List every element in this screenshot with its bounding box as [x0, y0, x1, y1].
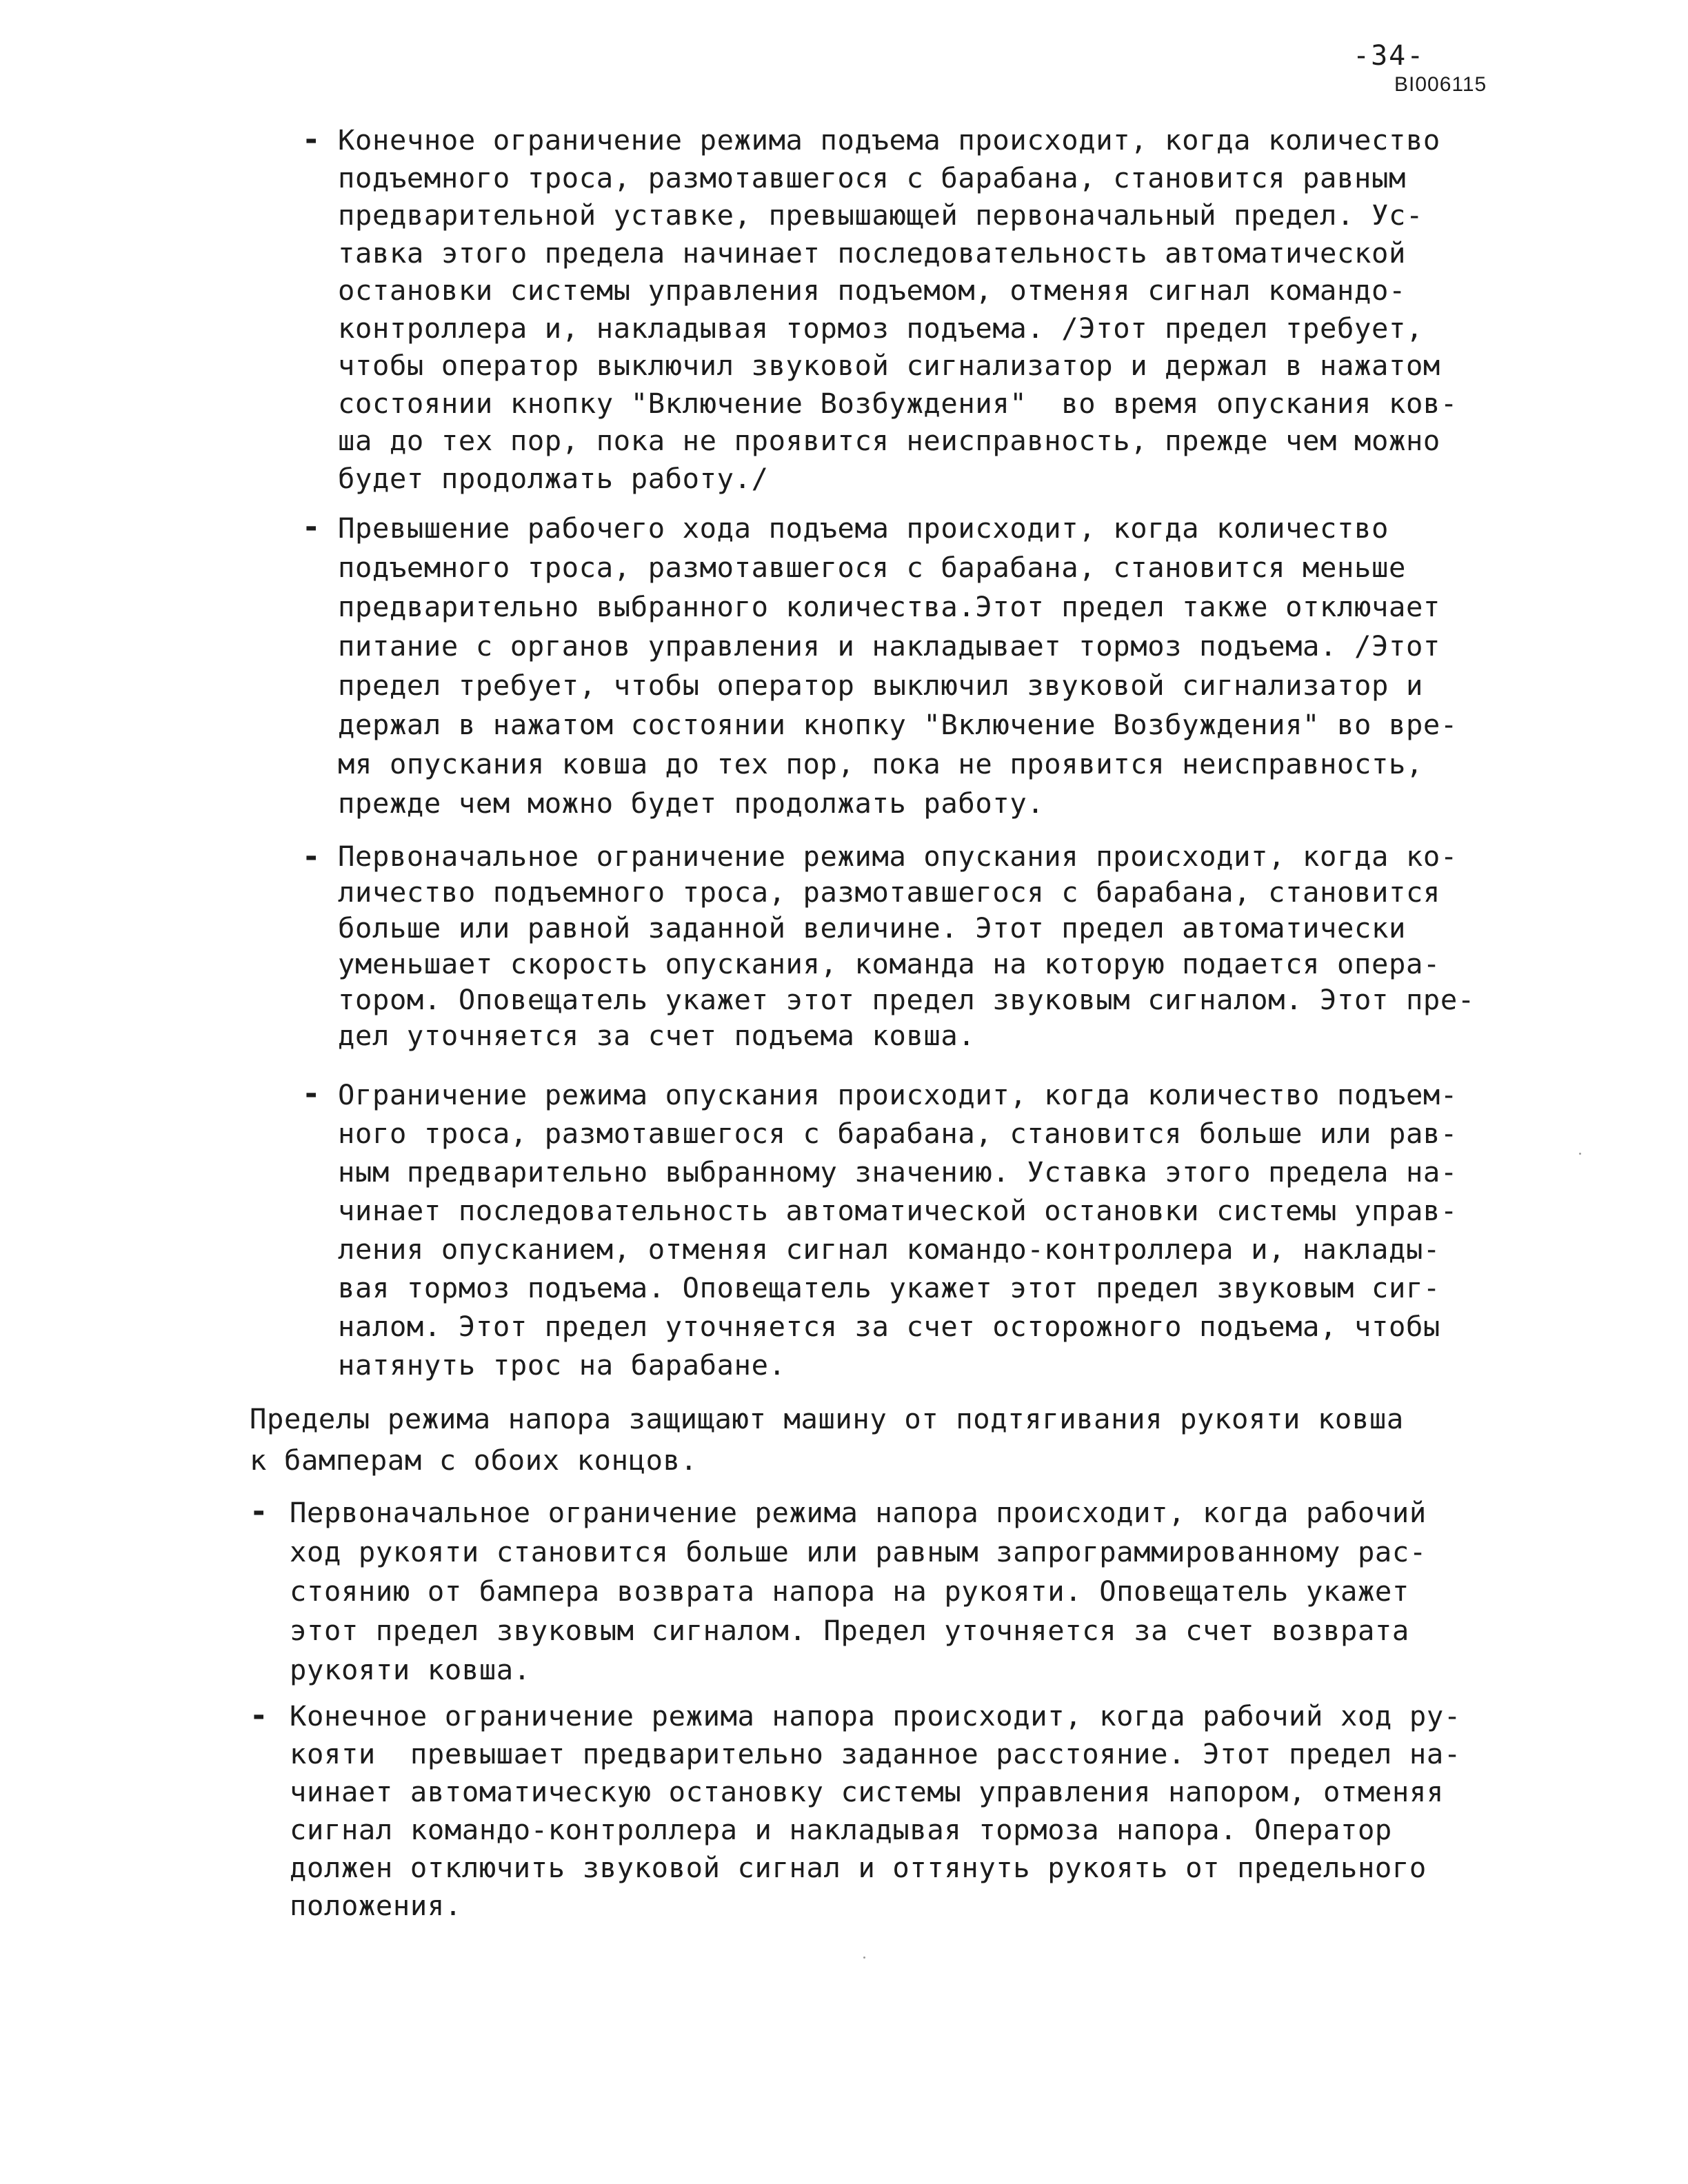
list-bullet: -: [302, 839, 321, 874]
scan-speck: [1579, 1153, 1581, 1155]
list-item-crowd-final-limit: Конечное ограничение режима напора происходит, когда рабочий ход ру- кояти превышает предварительно заданное расстояние. Этот предел на- чинает автоматическую остановку системы управления напором, отменяя сигнал командо-контроллера и накладывая тормоза напора. Оператор должен отключить звуковой сигнал и оттянуть рукоять от предельного положения.: [290, 1699, 1461, 1922]
document-code: BI006115: [1394, 73, 1487, 96]
list-bullet: -: [302, 122, 321, 157]
list-item-crowd-initial-limit: Первоначальное ограничение режима напора происходит, когда рабочий ход рукояти становится больше или равным запрограммированному рас- стоянию от бампера возврата напора на рукояти. Оповещатель укажет этот предел звуковым сигналом. Предел уточняется за счет возврата рукояти ковша.: [290, 1496, 1427, 1686]
list-bullet: -: [302, 1076, 321, 1111]
list-item-hoist-overtravel: Превышение рабочего хода подъема происходит, когда количество подъемного троса, размотавшегося с барабана, становится меньше предварительно выбранного количества.Этот предел также отключает питание с органов управления и накладывает тормоз подъема. /Этот предел требует, чтобы оператор выключил звуковой сигнализатор и держал в нажатом состоянии кнопку "Включение Возбуждения" во вре- мя опускания ковша до тех пор, пока не проявится неисправность, прежде чем можно будет продолжать работу.: [338, 512, 1458, 820]
scan-speck: [863, 1957, 865, 1959]
list-item-lowering-limit: Ограничение режима опускания происходит, когда количество подъем- ного троса, размотавшегося с барабана, становится больше или рав- ным предварительно выбранному значению. Уставка этого предела на- чинает последовательность автоматической остановки системы управ- ления опусканием, отменяя сигнал командо-контроллера и, наклады- вая тормоз подъема. Оповещатель укажет этот предел звуковым сиг- налом. Этот предел уточняется за счет осторожного подъема, чтобы натянуть трос на барабане.: [338, 1078, 1458, 1382]
list-bullet: -: [302, 509, 321, 545]
crowd-intro-paragraph: Пределы режима напора защищают машину от подтягивания рукояти ковша к бамперам с обоих концов.: [250, 1402, 1404, 1477]
list-bullet: -: [250, 1698, 268, 1733]
page-number: -34-: [1353, 40, 1425, 72]
list-item-hoist-final-limit: Конечное ограничение режима подъема происходит, когда количество подъемного троса, размотавшегося с барабана, становится равным предварительной уставке, превышающей первоначальный предел. Ус- тавка этого предела начинает последовательность автоматической остановки системы управления подъемом, отменяя сигнал командо- контроллера и, накладывая тормоз подъема. /Этот предел требует, чтобы оператор выключил звуковой сигнализатор и держал в нажатом состоянии кнопку "Включение Возбуждения" во время опускания ков- ша до тех пор, пока не проявится неисправность, прежде чем можно будет продолжать работу./: [338, 123, 1458, 495]
list-item-lowering-initial-limit: Первоначальное ограничение режима опускания происходит, когда ко- личество подъемного троса, размотавшегося с барабана, становится больше или равной заданной величине. Этот предел автоматически уменьшает скорость опускания, команда на которую подается опера- тором. Оповещатель укажет этот предел звуковым сигналом. Этот пре- дел уточняется за счет подъема ковша.: [338, 840, 1475, 1052]
list-bullet: -: [250, 1494, 268, 1529]
